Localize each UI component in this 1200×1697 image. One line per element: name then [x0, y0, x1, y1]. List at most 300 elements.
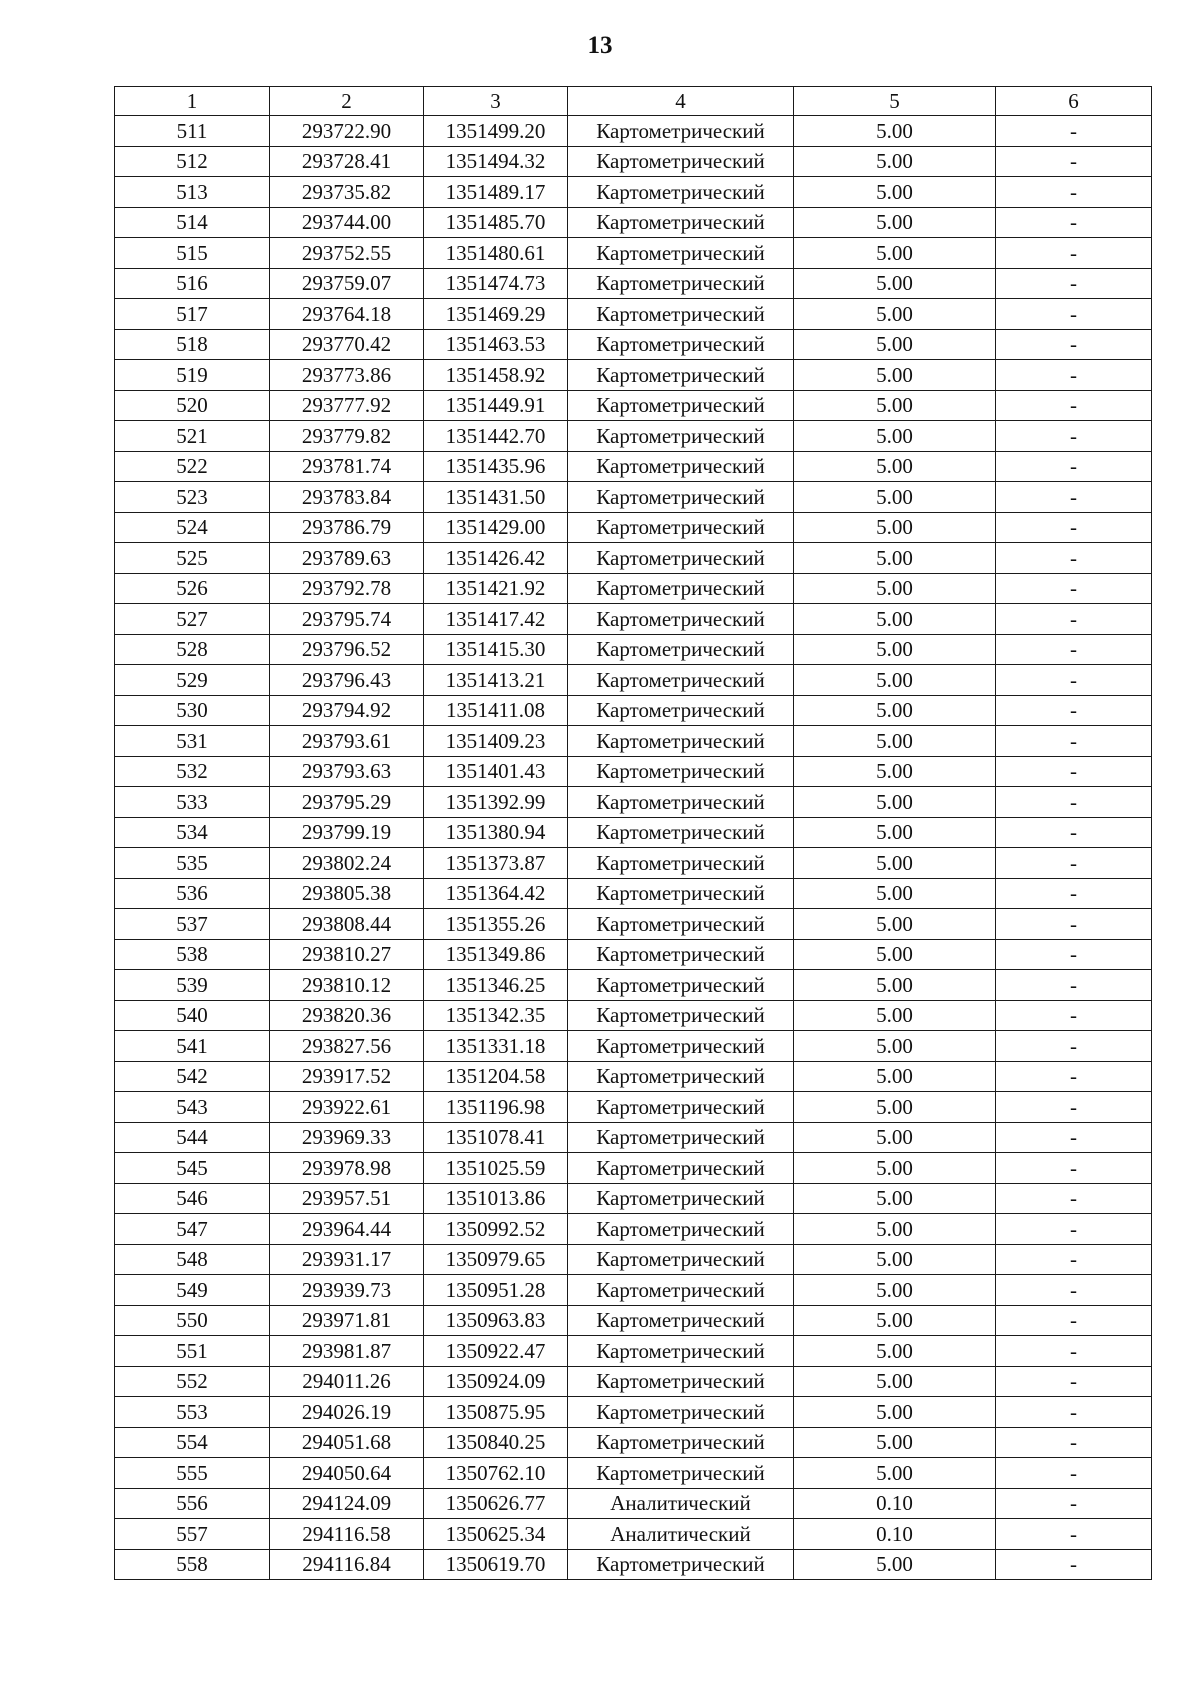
- method-cell: Картометрический: [568, 146, 794, 177]
- point-number-cell: 523: [115, 482, 270, 513]
- table-row: [115, 390, 1152, 421]
- y-coordinate-cell: 1351078.41: [424, 1122, 568, 1153]
- x-coordinate-cell: 293735.82: [270, 177, 424, 208]
- x-coordinate-cell: 293957.51: [270, 1183, 424, 1214]
- point-number-cell: 544: [115, 1122, 270, 1153]
- table-row: [115, 1244, 1152, 1275]
- table-row: [115, 1000, 1152, 1031]
- coordinates-table: [114, 86, 1152, 1580]
- method-cell: Картометрический: [568, 848, 794, 879]
- accuracy-cell: 5.00: [794, 116, 996, 147]
- note-cell: -: [996, 512, 1152, 543]
- table-row: [115, 787, 1152, 818]
- note-cell: -: [996, 1244, 1152, 1275]
- y-coordinate-cell: 1351364.42: [424, 878, 568, 909]
- table-row: [115, 1519, 1152, 1550]
- note-cell: -: [996, 665, 1152, 696]
- method-cell: Картометрический: [568, 1061, 794, 1092]
- point-number-cell: 526: [115, 573, 270, 604]
- y-coordinate-cell: 1351485.70: [424, 207, 568, 238]
- accuracy-cell: 5.00: [794, 1000, 996, 1031]
- y-coordinate-cell: 1350619.70: [424, 1549, 568, 1580]
- y-coordinate-cell: 1351013.86: [424, 1183, 568, 1214]
- x-coordinate-cell: 293931.17: [270, 1244, 424, 1275]
- x-coordinate-cell: 293805.38: [270, 878, 424, 909]
- x-coordinate-cell: 293773.86: [270, 360, 424, 391]
- method-cell: Картометрический: [568, 1244, 794, 1275]
- point-number-cell: 542: [115, 1061, 270, 1092]
- accuracy-cell: 5.00: [794, 1366, 996, 1397]
- point-number-cell: 530: [115, 695, 270, 726]
- note-cell: -: [996, 543, 1152, 574]
- column-header: 6: [996, 87, 1152, 116]
- accuracy-cell: 5.00: [794, 238, 996, 269]
- point-number-cell: 535: [115, 848, 270, 879]
- x-coordinate-cell: 293722.90: [270, 116, 424, 147]
- accuracy-cell: 5.00: [794, 146, 996, 177]
- accuracy-cell: 5.00: [794, 299, 996, 330]
- x-coordinate-cell: 293827.56: [270, 1031, 424, 1062]
- method-cell: Картометрический: [568, 909, 794, 940]
- y-coordinate-cell: 1351373.87: [424, 848, 568, 879]
- y-coordinate-cell: 1351449.91: [424, 390, 568, 421]
- method-cell: Картометрический: [568, 573, 794, 604]
- note-cell: -: [996, 1366, 1152, 1397]
- note-cell: -: [996, 1427, 1152, 1458]
- accuracy-cell: 5.00: [794, 939, 996, 970]
- x-coordinate-cell: 293752.55: [270, 238, 424, 269]
- note-cell: -: [996, 1549, 1152, 1580]
- method-cell: Картометрический: [568, 970, 794, 1001]
- accuracy-cell: 5.00: [794, 1336, 996, 1367]
- note-cell: -: [996, 451, 1152, 482]
- method-cell: Картометрический: [568, 634, 794, 665]
- method-cell: Картометрический: [568, 512, 794, 543]
- y-coordinate-cell: 1351392.99: [424, 787, 568, 818]
- y-coordinate-cell: 1350840.25: [424, 1427, 568, 1458]
- note-cell: -: [996, 634, 1152, 665]
- point-number-cell: 555: [115, 1458, 270, 1489]
- accuracy-cell: 5.00: [794, 634, 996, 665]
- point-number-cell: 534: [115, 817, 270, 848]
- method-cell: Картометрический: [568, 1458, 794, 1489]
- point-number-cell: 531: [115, 726, 270, 757]
- table-row: [115, 1061, 1152, 1092]
- point-number-cell: 553: [115, 1397, 270, 1428]
- point-number-cell: 550: [115, 1305, 270, 1336]
- point-number-cell: 521: [115, 421, 270, 452]
- method-cell: Картометрический: [568, 329, 794, 360]
- method-cell: Картометрический: [568, 1092, 794, 1123]
- x-coordinate-cell: 293917.52: [270, 1061, 424, 1092]
- note-cell: -: [996, 482, 1152, 513]
- note-cell: -: [996, 207, 1152, 238]
- point-number-cell: 546: [115, 1183, 270, 1214]
- accuracy-cell: 5.00: [794, 177, 996, 208]
- accuracy-cell: 5.00: [794, 573, 996, 604]
- y-coordinate-cell: 1351411.08: [424, 695, 568, 726]
- y-coordinate-cell: 1351331.18: [424, 1031, 568, 1062]
- point-number-cell: 511: [115, 116, 270, 147]
- table-row: [115, 695, 1152, 726]
- note-cell: -: [996, 1061, 1152, 1092]
- note-cell: -: [996, 1214, 1152, 1245]
- note-cell: -: [996, 726, 1152, 757]
- method-cell: Картометрический: [568, 695, 794, 726]
- point-number-cell: 548: [115, 1244, 270, 1275]
- x-coordinate-cell: 293794.92: [270, 695, 424, 726]
- table-row: [115, 329, 1152, 360]
- table-body: [115, 116, 1152, 1580]
- accuracy-cell: 5.00: [794, 1122, 996, 1153]
- y-coordinate-cell: 1351342.35: [424, 1000, 568, 1031]
- y-coordinate-cell: 1351474.73: [424, 268, 568, 299]
- method-cell: Картометрический: [568, 817, 794, 848]
- accuracy-cell: 5.00: [794, 1397, 996, 1428]
- x-coordinate-cell: 293810.12: [270, 970, 424, 1001]
- point-number-cell: 528: [115, 634, 270, 665]
- table-row: [115, 634, 1152, 665]
- y-coordinate-cell: 1351463.53: [424, 329, 568, 360]
- point-number-cell: 558: [115, 1549, 270, 1580]
- note-cell: -: [996, 817, 1152, 848]
- point-number-cell: 513: [115, 177, 270, 208]
- y-coordinate-cell: 1351401.43: [424, 756, 568, 787]
- method-cell: Картометрический: [568, 1122, 794, 1153]
- x-coordinate-cell: 293783.84: [270, 482, 424, 513]
- table-row: [115, 1275, 1152, 1306]
- x-coordinate-cell: 293799.19: [270, 817, 424, 848]
- note-cell: -: [996, 1519, 1152, 1550]
- y-coordinate-cell: 1351458.92: [424, 360, 568, 391]
- x-coordinate-cell: 293802.24: [270, 848, 424, 879]
- accuracy-cell: 5.00: [794, 1244, 996, 1275]
- point-number-cell: 543: [115, 1092, 270, 1123]
- column-header: 1: [115, 87, 270, 116]
- y-coordinate-cell: 1351489.17: [424, 177, 568, 208]
- method-cell: Картометрический: [568, 939, 794, 970]
- note-cell: -: [996, 1000, 1152, 1031]
- method-cell: Картометрический: [568, 787, 794, 818]
- method-cell: Картометрический: [568, 1427, 794, 1458]
- point-number-cell: 541: [115, 1031, 270, 1062]
- y-coordinate-cell: 1350924.09: [424, 1366, 568, 1397]
- y-coordinate-cell: 1350762.10: [424, 1458, 568, 1489]
- table-row: [115, 1458, 1152, 1489]
- y-coordinate-cell: 1351426.42: [424, 543, 568, 574]
- note-cell: -: [996, 1031, 1152, 1062]
- y-coordinate-cell: 1351499.20: [424, 116, 568, 147]
- accuracy-cell: 5.00: [794, 390, 996, 421]
- method-cell: Картометрический: [568, 390, 794, 421]
- note-cell: -: [996, 1488, 1152, 1519]
- x-coordinate-cell: 293779.82: [270, 421, 424, 452]
- point-number-cell: 522: [115, 451, 270, 482]
- accuracy-cell: 5.00: [794, 451, 996, 482]
- point-number-cell: 540: [115, 1000, 270, 1031]
- x-coordinate-cell: 294124.09: [270, 1488, 424, 1519]
- x-coordinate-cell: 293793.61: [270, 726, 424, 757]
- note-cell: -: [996, 970, 1152, 1001]
- y-coordinate-cell: 1351442.70: [424, 421, 568, 452]
- point-number-cell: 539: [115, 970, 270, 1001]
- accuracy-cell: 5.00: [794, 695, 996, 726]
- x-coordinate-cell: 293969.33: [270, 1122, 424, 1153]
- y-coordinate-cell: 1350626.77: [424, 1488, 568, 1519]
- accuracy-cell: 5.00: [794, 329, 996, 360]
- accuracy-cell: 5.00: [794, 421, 996, 452]
- table-row: [115, 1122, 1152, 1153]
- accuracy-cell: 5.00: [794, 360, 996, 391]
- y-coordinate-cell: 1351421.92: [424, 573, 568, 604]
- x-coordinate-cell: 293781.74: [270, 451, 424, 482]
- method-cell: Картометрический: [568, 1366, 794, 1397]
- table-row: [115, 1397, 1152, 1428]
- x-coordinate-cell: 293939.73: [270, 1275, 424, 1306]
- method-cell: Картометрический: [568, 756, 794, 787]
- point-number-cell: 545: [115, 1153, 270, 1184]
- table-row: [115, 1549, 1152, 1580]
- note-cell: -: [996, 116, 1152, 147]
- y-coordinate-cell: 1350922.47: [424, 1336, 568, 1367]
- note-cell: -: [996, 939, 1152, 970]
- method-cell: Картометрический: [568, 1031, 794, 1062]
- y-coordinate-cell: 1351196.98: [424, 1092, 568, 1123]
- point-number-cell: 549: [115, 1275, 270, 1306]
- x-coordinate-cell: 293795.74: [270, 604, 424, 635]
- column-header: 2: [270, 87, 424, 116]
- table-row: [115, 1214, 1152, 1245]
- point-number-cell: 518: [115, 329, 270, 360]
- table-row: [115, 604, 1152, 635]
- method-cell: Картометрический: [568, 238, 794, 269]
- method-cell: Картометрический: [568, 1275, 794, 1306]
- table-row: [115, 909, 1152, 940]
- y-coordinate-cell: 1351025.59: [424, 1153, 568, 1184]
- x-coordinate-cell: 293922.61: [270, 1092, 424, 1123]
- note-cell: -: [996, 299, 1152, 330]
- point-number-cell: 533: [115, 787, 270, 818]
- point-number-cell: 519: [115, 360, 270, 391]
- accuracy-cell: 5.00: [794, 1153, 996, 1184]
- y-coordinate-cell: 1351469.29: [424, 299, 568, 330]
- method-cell: Картометрический: [568, 451, 794, 482]
- point-number-cell: 517: [115, 299, 270, 330]
- method-cell: Картометрический: [568, 207, 794, 238]
- point-number-cell: 524: [115, 512, 270, 543]
- page-number: 13: [587, 32, 613, 59]
- point-number-cell: 554: [115, 1427, 270, 1458]
- y-coordinate-cell: 1351429.00: [424, 512, 568, 543]
- point-number-cell: 536: [115, 878, 270, 909]
- table-row: [115, 1183, 1152, 1214]
- table-row: [115, 878, 1152, 909]
- method-cell: Картометрический: [568, 268, 794, 299]
- table-row: [115, 299, 1152, 330]
- table-row: [115, 726, 1152, 757]
- method-cell: Картометрический: [568, 299, 794, 330]
- x-coordinate-cell: 293744.00: [270, 207, 424, 238]
- x-coordinate-cell: 293796.43: [270, 665, 424, 696]
- note-cell: -: [996, 787, 1152, 818]
- x-coordinate-cell: 294116.58: [270, 1519, 424, 1550]
- accuracy-cell: 0.10: [794, 1519, 996, 1550]
- note-cell: -: [996, 1153, 1152, 1184]
- x-coordinate-cell: 293796.52: [270, 634, 424, 665]
- note-cell: -: [996, 1336, 1152, 1367]
- note-cell: -: [996, 1122, 1152, 1153]
- y-coordinate-cell: 1351435.96: [424, 451, 568, 482]
- accuracy-cell: 5.00: [794, 1031, 996, 1062]
- table-row: [115, 238, 1152, 269]
- table-row: [115, 1031, 1152, 1062]
- accuracy-cell: 5.00: [794, 1092, 996, 1123]
- accuracy-cell: 5.00: [794, 726, 996, 757]
- y-coordinate-cell: 1351494.32: [424, 146, 568, 177]
- note-cell: -: [996, 268, 1152, 299]
- point-number-cell: 537: [115, 909, 270, 940]
- y-coordinate-cell: 1350992.52: [424, 1214, 568, 1245]
- x-coordinate-cell: 294116.84: [270, 1549, 424, 1580]
- accuracy-cell: 0.10: [794, 1488, 996, 1519]
- note-cell: -: [996, 360, 1152, 391]
- accuracy-cell: 5.00: [794, 1214, 996, 1245]
- table-row: [115, 207, 1152, 238]
- point-number-cell: 527: [115, 604, 270, 635]
- point-number-cell: 552: [115, 1366, 270, 1397]
- point-number-cell: 529: [115, 665, 270, 696]
- method-cell: Картометрический: [568, 1000, 794, 1031]
- point-number-cell: 515: [115, 238, 270, 269]
- accuracy-cell: 5.00: [794, 604, 996, 635]
- y-coordinate-cell: 1351417.42: [424, 604, 568, 635]
- method-cell: Картометрический: [568, 116, 794, 147]
- accuracy-cell: 5.00: [794, 543, 996, 574]
- x-coordinate-cell: 293795.29: [270, 787, 424, 818]
- table-row: [115, 421, 1152, 452]
- table-row: [115, 1427, 1152, 1458]
- method-cell: Картометрический: [568, 726, 794, 757]
- method-cell: Картометрический: [568, 665, 794, 696]
- point-number-cell: 520: [115, 390, 270, 421]
- note-cell: -: [996, 421, 1152, 452]
- x-coordinate-cell: 293759.07: [270, 268, 424, 299]
- accuracy-cell: 5.00: [794, 207, 996, 238]
- table-row: [115, 1153, 1152, 1184]
- accuracy-cell: 5.00: [794, 482, 996, 513]
- method-cell: Картометрический: [568, 1336, 794, 1367]
- method-cell: Аналитический: [568, 1519, 794, 1550]
- note-cell: -: [996, 604, 1152, 635]
- note-cell: -: [996, 177, 1152, 208]
- y-coordinate-cell: 1350625.34: [424, 1519, 568, 1550]
- note-cell: -: [996, 1183, 1152, 1214]
- accuracy-cell: 5.00: [794, 787, 996, 818]
- x-coordinate-cell: 293820.36: [270, 1000, 424, 1031]
- note-cell: -: [996, 238, 1152, 269]
- method-cell: Картометрический: [568, 1153, 794, 1184]
- x-coordinate-cell: 293777.92: [270, 390, 424, 421]
- x-coordinate-cell: 293810.27: [270, 939, 424, 970]
- table-row: [115, 573, 1152, 604]
- table-row: [115, 116, 1152, 147]
- point-number-cell: 557: [115, 1519, 270, 1550]
- accuracy-cell: 5.00: [794, 1458, 996, 1489]
- x-coordinate-cell: 293728.41: [270, 146, 424, 177]
- accuracy-cell: 5.00: [794, 268, 996, 299]
- table-row: [115, 543, 1152, 574]
- x-coordinate-cell: 293792.78: [270, 573, 424, 604]
- accuracy-cell: 5.00: [794, 1549, 996, 1580]
- x-coordinate-cell: 293764.18: [270, 299, 424, 330]
- table-row: [115, 1488, 1152, 1519]
- accuracy-cell: 5.00: [794, 756, 996, 787]
- method-cell: Картометрический: [568, 360, 794, 391]
- accuracy-cell: 5.00: [794, 1275, 996, 1306]
- y-coordinate-cell: 1351346.25: [424, 970, 568, 1001]
- y-coordinate-cell: 1351480.61: [424, 238, 568, 269]
- table-header-row: [115, 87, 1152, 116]
- note-cell: -: [996, 848, 1152, 879]
- accuracy-cell: 5.00: [794, 1061, 996, 1092]
- note-cell: -: [996, 909, 1152, 940]
- table-row: [115, 451, 1152, 482]
- x-coordinate-cell: 294011.26: [270, 1366, 424, 1397]
- method-cell: Картометрический: [568, 1397, 794, 1428]
- method-cell: Картометрический: [568, 177, 794, 208]
- note-cell: -: [996, 878, 1152, 909]
- accuracy-cell: 5.00: [794, 665, 996, 696]
- x-coordinate-cell: 294050.64: [270, 1458, 424, 1489]
- point-number-cell: 512: [115, 146, 270, 177]
- table-row: [115, 146, 1152, 177]
- x-coordinate-cell: 293789.63: [270, 543, 424, 574]
- point-number-cell: 516: [115, 268, 270, 299]
- x-coordinate-cell: 294051.68: [270, 1427, 424, 1458]
- table-row: [115, 482, 1152, 513]
- accuracy-cell: 5.00: [794, 512, 996, 543]
- x-coordinate-cell: 293981.87: [270, 1336, 424, 1367]
- note-cell: -: [996, 390, 1152, 421]
- table-row: [115, 939, 1152, 970]
- table-row: [115, 1092, 1152, 1123]
- note-cell: -: [996, 756, 1152, 787]
- x-coordinate-cell: 294026.19: [270, 1397, 424, 1428]
- table-row: [115, 1336, 1152, 1367]
- table-row: [115, 817, 1152, 848]
- accuracy-cell: 5.00: [794, 817, 996, 848]
- method-cell: Аналитический: [568, 1488, 794, 1519]
- note-cell: -: [996, 1305, 1152, 1336]
- table-row: [115, 1366, 1152, 1397]
- y-coordinate-cell: 1350951.28: [424, 1275, 568, 1306]
- method-cell: Картометрический: [568, 604, 794, 635]
- note-cell: -: [996, 1092, 1152, 1123]
- method-cell: Картометрический: [568, 1305, 794, 1336]
- table-row: [115, 268, 1152, 299]
- x-coordinate-cell: 293770.42: [270, 329, 424, 360]
- method-cell: Картометрический: [568, 1183, 794, 1214]
- y-coordinate-cell: 1350979.65: [424, 1244, 568, 1275]
- table-row: [115, 177, 1152, 208]
- x-coordinate-cell: 293808.44: [270, 909, 424, 940]
- note-cell: -: [996, 573, 1152, 604]
- point-number-cell: 525: [115, 543, 270, 574]
- method-cell: Картометрический: [568, 482, 794, 513]
- note-cell: -: [996, 1458, 1152, 1489]
- y-coordinate-cell: 1351431.50: [424, 482, 568, 513]
- method-cell: Картометрический: [568, 1549, 794, 1580]
